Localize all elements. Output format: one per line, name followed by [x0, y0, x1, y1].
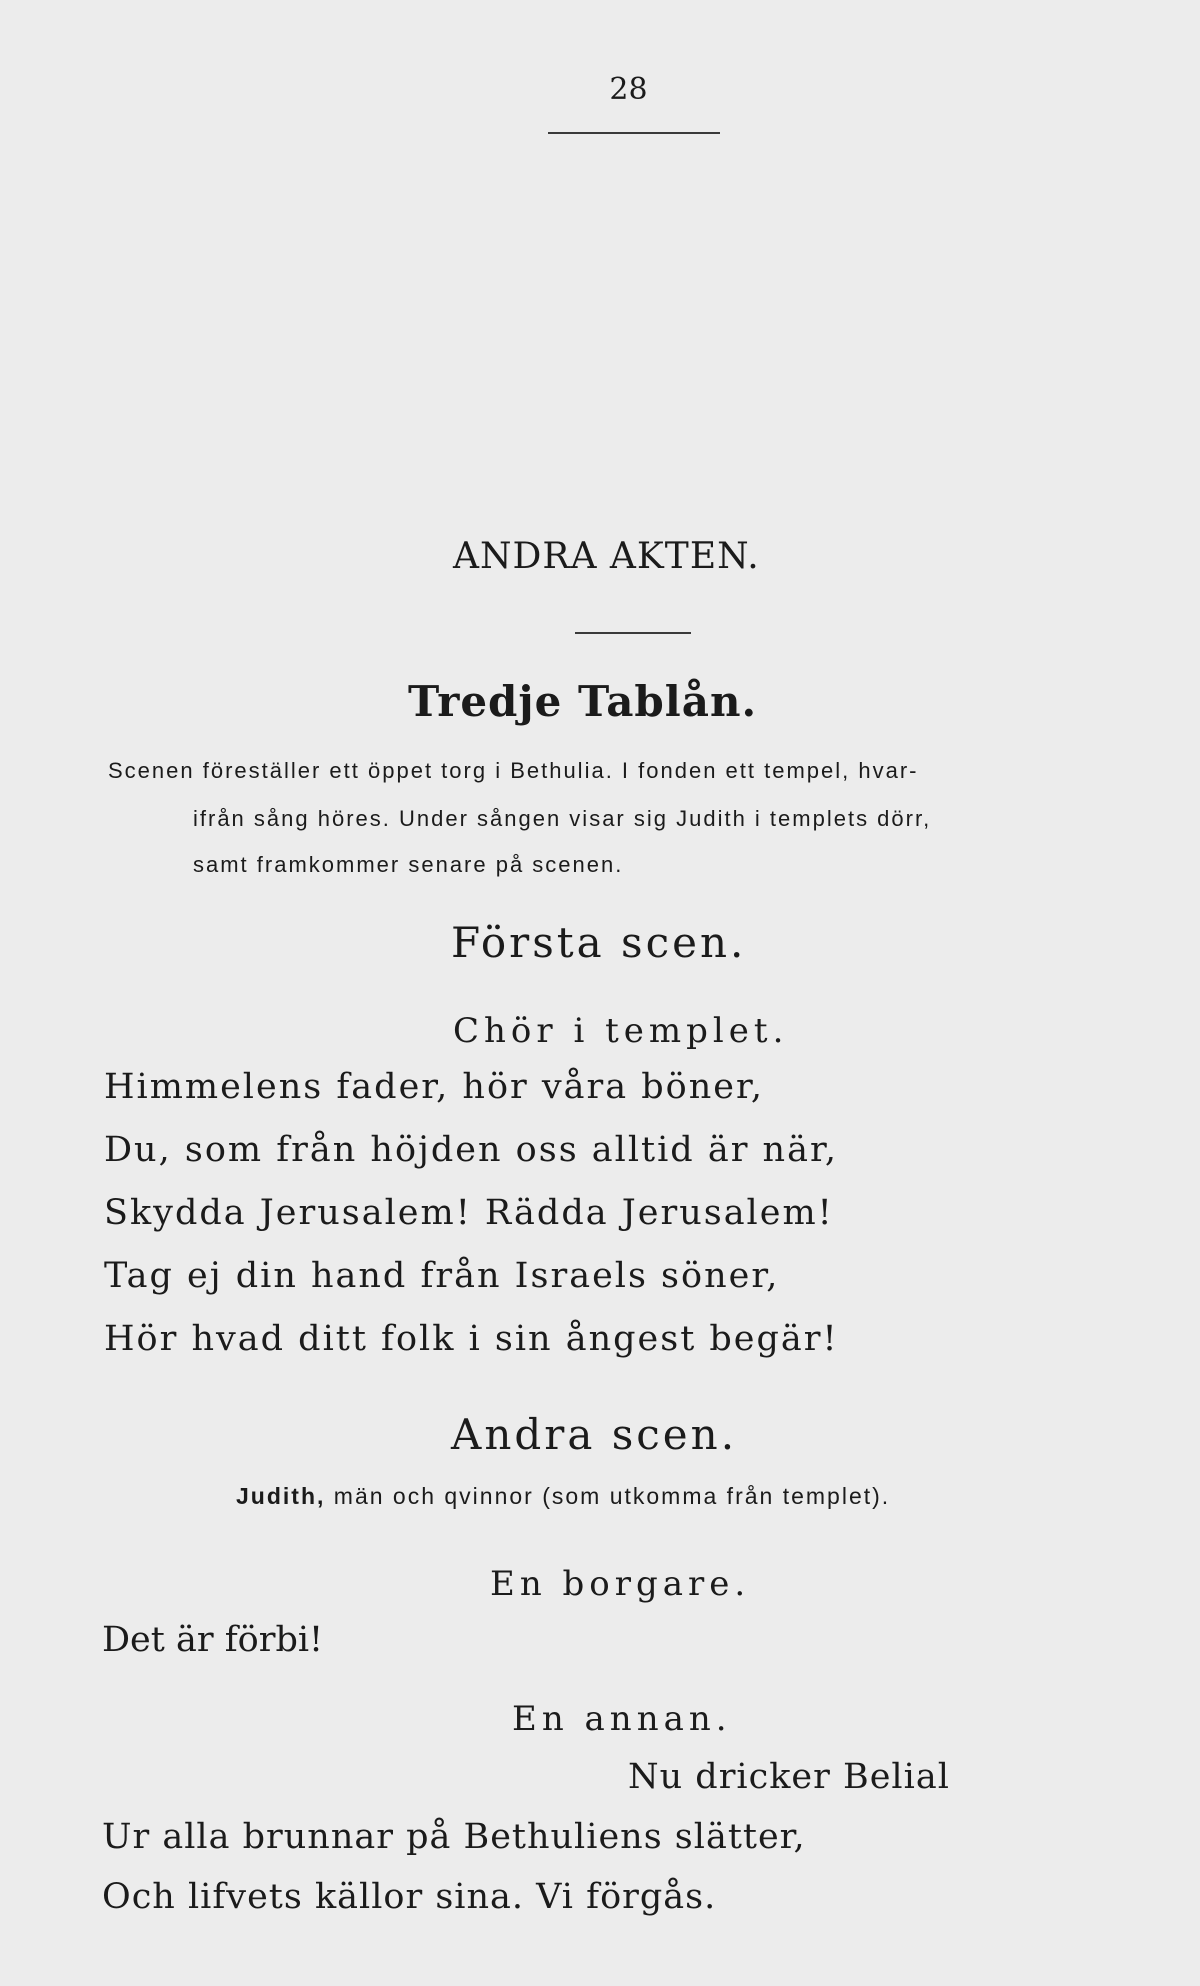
act-title: ANDRA AKTEN.: [453, 536, 760, 577]
verse-line: Skydda Jerusalem! Rädda Jerusalem!: [104, 1193, 834, 1233]
cast-lead: Judith,: [236, 1483, 326, 1509]
verse-line: Du, som från höjden oss alltid är när,: [104, 1130, 838, 1170]
verse-line: Himmelens fader, hör våra böner,: [104, 1067, 764, 1107]
stage-direction-line: ifrån sång höres. Under sången visar sig Judith i templets dörr,: [193, 806, 932, 831]
verse-line: Hör hvad ditt folk i sin ångest begär!: [104, 1319, 839, 1359]
cast-list: [236, 1483, 890, 1510]
scene-title: Första scen.: [451, 918, 747, 967]
page-number: 28: [609, 72, 648, 107]
speaker-name: Chör i templet.: [453, 1011, 789, 1051]
stage-direction-line: Scenen föreställer ett öppet torg i Bethulia. I fonden ett tempel, hvar-: [108, 758, 919, 783]
verse-line: Tag ej din hand från Israels söner,: [104, 1256, 780, 1296]
cast-rest: män och qvinnor (som utkomma från templet).: [333, 1483, 891, 1509]
scene-title: Andra scen.: [451, 1410, 738, 1459]
act-divider: [575, 632, 691, 634]
header-rule: [548, 132, 720, 134]
stage-direction-line: samt framkommer senare på scenen.: [193, 852, 624, 877]
dialogue-line: Och lifvets källor sina. Vi förgås.: [102, 1877, 717, 1917]
speaker-name: En annan.: [512, 1699, 732, 1739]
speaker-name: En borgare.: [490, 1564, 751, 1604]
dialogue-line: Nu dricker Belial: [628, 1757, 950, 1797]
dialogue-line: Det är förbi!: [102, 1620, 324, 1660]
tableau-title: Tredje Tablån.: [408, 677, 758, 726]
dialogue-line: Ur alla brunnar på Bethuliens slätter,: [102, 1817, 806, 1857]
